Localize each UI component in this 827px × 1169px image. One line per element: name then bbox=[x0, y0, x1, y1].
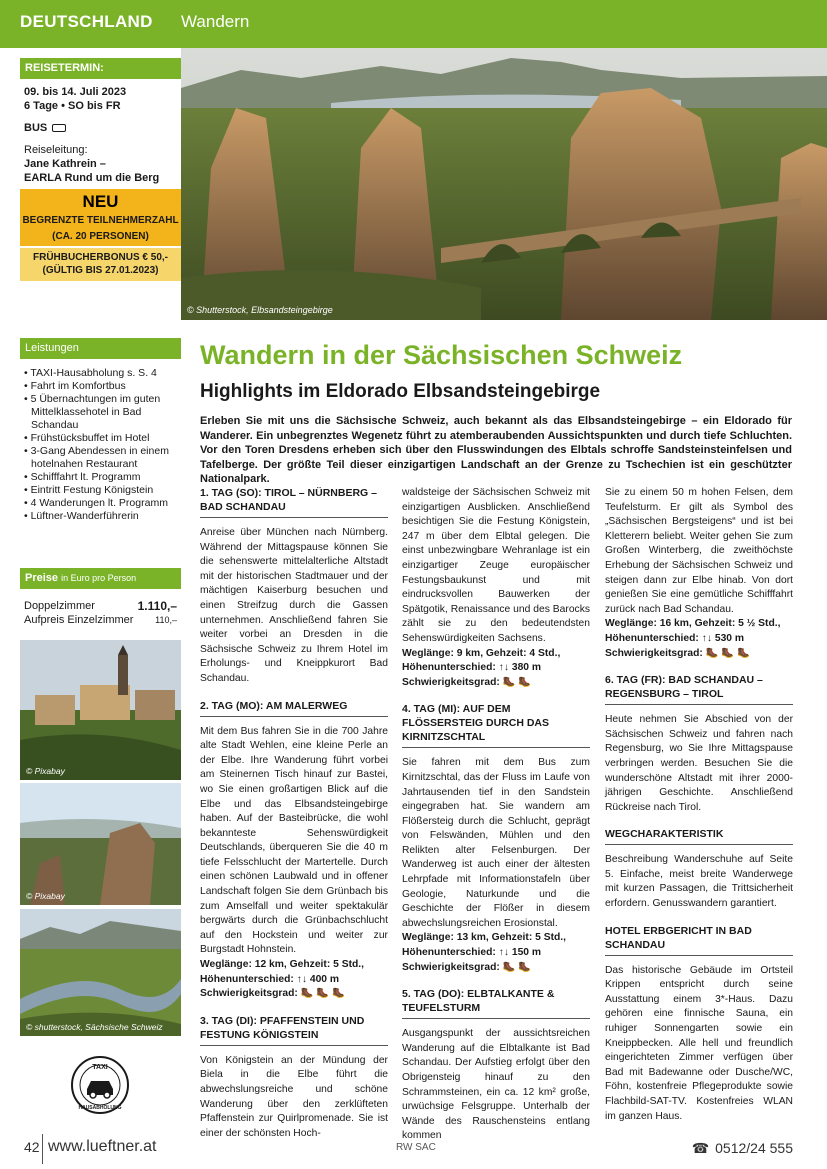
list-item: • Fahrt im Komfortbus bbox=[24, 380, 126, 392]
bus-icon bbox=[52, 124, 66, 132]
travel-info-panel bbox=[20, 58, 181, 281]
town-photo bbox=[20, 640, 181, 780]
list-item: • Frühstücksbuffet im Hotel bbox=[24, 432, 150, 444]
column-2 bbox=[402, 486, 590, 1144]
day4-facts bbox=[402, 931, 590, 975]
double-room-row bbox=[20, 599, 181, 613]
day5-difficulty: Schwierigkeitsgrad: 🥾 🥾 🥾 bbox=[605, 647, 750, 659]
single-room-price: 110,– bbox=[155, 615, 177, 625]
reisetermin-label: REISETERMIN: bbox=[20, 58, 181, 79]
page-footer bbox=[0, 1130, 827, 1169]
section-label: Wandern bbox=[181, 12, 250, 31]
taxi-badge-top: TAXI bbox=[92, 1064, 108, 1071]
column-1 bbox=[200, 486, 388, 1141]
day5-text-part2: Sie zu einem 50 m hohen Felsen, dem Teufelsturm. Er gilt als Symbol des „Sächsischen Bergsteigens“ und ist bei Kletterern beliebt. Weiter gehen Sie zum Großen Winterberg, die zweithöchste Erhebung der Sächsischen Schweiz und steigen dann zur Elbe hinab. Von dort genießen Sie eine gemütliche Schifffahrt zurück nach Bad Schandau. bbox=[605, 487, 793, 615]
hero-image bbox=[181, 48, 827, 320]
day2-difficulty: Schwierigkeitsgrad: 🥾 🥾 🥾 bbox=[200, 988, 345, 1000]
thumb-credit-3: © shutterstock, Sächsische Schweiz bbox=[26, 1022, 163, 1032]
thumb-credit-2: © Pixabay bbox=[26, 891, 65, 901]
day5-title: 5. TAG (DO): ELBTALKANTE & TEUFELSTURM bbox=[402, 987, 590, 1019]
website-link[interactable]: www.lueftner.at bbox=[48, 1138, 157, 1155]
page-number: 42 bbox=[24, 1139, 40, 1155]
transport-label: BUS bbox=[24, 122, 48, 134]
list-item: • Eintritt Festung Königstein bbox=[24, 484, 154, 496]
page-title: Wandern in der Sächsischen Schweiz bbox=[200, 340, 683, 370]
river-photo bbox=[20, 909, 181, 1036]
phone-icon: ☎ bbox=[691, 1140, 710, 1156]
leitung-label: Reiseleitung: bbox=[24, 144, 88, 156]
hero-credit: © Shutterstock, Elbsandsteingebirge bbox=[187, 305, 333, 315]
day2-distance: Weglänge: 12 km, Gehzeit: 5 Std., bbox=[200, 959, 365, 971]
list-item: • 4 Wanderungen lt. Programm bbox=[24, 497, 168, 509]
travel-dates: 09. bis 14. Juli 2023 bbox=[24, 86, 127, 98]
trip-code: RW SAC bbox=[396, 1142, 436, 1153]
leitung-name: Jane Kathrein – bbox=[24, 158, 106, 170]
day3-distance: Weglänge: 9 km, Gehzeit: 4 Std., bbox=[402, 647, 561, 659]
hotel-text: Das historische Gebäude im Ortsteil Krippen entspricht durch seine Ausstattung einem 3*-Haus. Dazu gehören eine finnische Sauna, ein ruhiger Sonnengarten sowie ein Kneippbecken. Alle hell und freundlich eingerichteten Zimmer verfügen über Bad mit Badewanne oder Dusche/WC, Föhn, kostenfreie Pflegeprodukte sowie Flachbild-SAT-TV. Kostenfreies WLAN im ganzen Haus. bbox=[605, 964, 793, 1122]
rocks-photo bbox=[20, 783, 181, 905]
day5-text-part1: Ausgangspunkt der aussichtsreichen Wanderung auf die Elbtalkante ist Bad Schandau. Der Aufstieg erfolgt über den Obrigensteig hinauf zu den Schrammsteinen, ein ca. 12 km² große, urwüchsige Felsgruppe. Unterhalb der Wände des Rauschensteins entlang kommen bbox=[402, 1028, 590, 1142]
day3-elevation: Höhenunterschied: ↑↓ 380 m bbox=[402, 662, 542, 674]
thumb-credit-1: © Pixabay bbox=[26, 766, 65, 776]
participants-count: (CA. 20 PERSONEN) bbox=[52, 230, 149, 242]
day2-title: 2. TAG (MO): AM MALERWEG bbox=[200, 699, 388, 717]
leitung-org: EARLA Rund um die Berg bbox=[24, 172, 160, 184]
list-item: • 3-Gang Abendessen in einem hotelnahen Restaurant bbox=[24, 445, 169, 470]
single-room-label: Aufpreis Einzelzimmer bbox=[24, 614, 134, 626]
prices-header bbox=[20, 568, 181, 589]
prices-panel bbox=[20, 568, 181, 627]
hotel-title: HOTEL ERBGERICHT IN BAD SCHANDAU bbox=[605, 924, 793, 956]
prices-sublabel: in Euro pro Person bbox=[61, 573, 137, 583]
list-item: • Schifffahrt lt. Programm bbox=[24, 471, 141, 483]
early-bird-bonus bbox=[20, 248, 181, 281]
day1-title: 1. TAG (SO): TIROL – NÜRNBERG – BAD SCHANDAU bbox=[200, 486, 388, 518]
day3-facts bbox=[402, 647, 590, 691]
single-room-row bbox=[20, 613, 181, 627]
page-subtitle: Highlights im Eldorado Elbsandsteingebirge bbox=[200, 381, 601, 402]
limited-participants: BEGRENZTE TEILNEHMERZAHL bbox=[22, 215, 179, 226]
column-3 bbox=[605, 486, 793, 1124]
footer-divider bbox=[42, 1134, 43, 1164]
day4-distance: Weglänge: 13 km, Gehzeit: 5 Std., bbox=[402, 932, 567, 944]
day3-text-part1: Von Königstein an der Mündung der Biela in die Elbe führt die abwechslungsreiche und schöne Wanderung über den zerklüfteten Pfaffenstein zur Quirlpromenade. Sie ist einer der schönsten Hoch- bbox=[200, 1054, 388, 1139]
new-label: NEU bbox=[82, 192, 119, 211]
list-item: • 5 Übernachtungen im guten Mittelklassehotel in Bad Schandau bbox=[24, 393, 161, 431]
day2-text: Mit dem Bus fahren Sie in die 700 Jahre alte Stadt Wehlen, eine kleine Perle an der Elbe. Ihre Wanderung führt vorbei am Steinernen Tisch hinauf zur Bastei, wo Sie einen großartigen Blick auf die Elbe und das Elbsandsteingebirge haben. Auf der Basteibrücke, die wohl bekannteste Sehenswürdigkeit Deutschlands, überqueren Sie die 40 m tiefe Felsschlucht der Martertelle. Durch einen schönen Laubwald und in offener Landschaft folgen Sie dem Grünbach bis zum Amselfall und weiter spektakulär bergwärts durch die Grünbachschlucht auf den Hockstein und weiter zur Burgstadt Hohnstein. bbox=[200, 725, 388, 956]
double-room-price: 1.110,– bbox=[137, 599, 177, 613]
day1-text: Anreise über München nach Nürnberg. Während der Mittagspause können Sie die sehenswerte mittelalterliche Altstadt mit der historischen Stadtmauer und der mächtigen Kaiserburg besuchen und einen Streifzug durch die Gassen unternehmen. Anschließend fahren Sie weiter vorbei an Dresden in die Sächsische Schweiz zu Ihrem Hotel im Erholungs- und Kneippkurort Bad Schandau. bbox=[200, 527, 388, 684]
services-list bbox=[20, 359, 181, 523]
list-item: • Lüftner-Wanderführerin bbox=[24, 510, 139, 522]
day4-title: 4. TAG (MI): AUF DEM FLÖSSERSTEIG DURCH DAS KIRNITZSCHTAL bbox=[402, 702, 590, 748]
early-bird-line2: (GÜLTIG BIS 27.01.2023) bbox=[42, 264, 159, 276]
double-room-label: Doppelzimmer bbox=[24, 600, 95, 612]
taxi-badge-bottom: HAUSABHOLUNG bbox=[78, 1105, 122, 1111]
day2-elevation: Höhenunterschied: ↑↓ 400 m bbox=[200, 973, 340, 985]
prices-label: Preise bbox=[25, 572, 59, 584]
day5-elevation: Höhenunterschied: ↑↓ 530 m bbox=[605, 632, 745, 644]
phone-number: ☎ 0512/24 555 bbox=[691, 1140, 793, 1156]
day4-difficulty: Schwierigkeitsgrad: 🥾 🥾 bbox=[402, 961, 532, 973]
taxi-pickup-badge bbox=[70, 1055, 130, 1115]
day4-text: Sie fahren mit dem Bus zum Kirnitzschtal, das der Fluss im Laufe von Jahrtausenden tief in den Sandstein eingegraben hat. Sie wandern am Flößersteig durch die Schlucht, geprägt von Felswänden, Mühlen und den Relikten alter Felsenburgen. Der Wanderweg ist auch einer der ältesten Lehrpfade mit Informationstafeln über Geologie, Naturkunde und die Geschichte der Flößer in diesem abwechslungsreichen Erosionstal. bbox=[402, 757, 590, 929]
day5-distance: Weglänge: 16 km, Gehzeit: 5 ½ Std., bbox=[605, 618, 781, 630]
intro-text: Erleben Sie mit uns die Sächsische Schweiz, auch bekannt als das Elbsandsteingebirge – ein Eldorado für Wanderer. Ein unbegrenztes Wegenetz führt zu atemberaubenden Aussichtspunkten und durch tiefe Schluchten. Vor den Toren Dresdens erheben sich über den Flusswindungen des Elbtals schroffe Sandsteinsteinfelsen und Tafelberge. Der größte Teil dieser einzigartigen Landschaft an der Grenze zu Tschechien ist ein geschützter Nationalpark. bbox=[200, 415, 792, 485]
header-bar bbox=[0, 0, 827, 48]
day3-text-part2: waldsteige der Sächsischen Schweiz mit einzigartigen Ausblicken. Anschließend besichtigen Sie die Festung Königstein, 247 m über dem Elbtal gelegen. Die einst unbezwingbare Wehranlage ist ein einzigartiger Zeuge europäischer Festungsbaukunst und mit eindrucksvollen Bauwerken der Spätgotik, Renaissance und des Barocks zählt sie zu den bedeutendsten Sehenswürdigkeiten Sachsens. bbox=[402, 487, 590, 644]
day5-facts bbox=[605, 617, 793, 661]
services-panel bbox=[20, 338, 181, 523]
travel-duration: 6 Tage • SO bis FR bbox=[24, 100, 121, 112]
early-bird-line1: FRÜHBUCHERBONUS € 50,- bbox=[32, 252, 168, 263]
services-label: Leistungen bbox=[20, 338, 181, 359]
day4-elevation: Höhenunterschied: ↑↓ 150 m bbox=[402, 947, 542, 959]
day6-title: 6. TAG (FR): BAD SCHANDAU – REGENSBURG – TIROL bbox=[605, 673, 793, 705]
new-badge bbox=[20, 189, 181, 246]
route-character-text: Beschreibung Wanderschuhe auf Seite 5. Einfache, meist breite Wanderwege mit kurzen Passagen, die Trittsicherheit erfordern. Genusswandern garantiert. bbox=[605, 854, 793, 910]
day2-facts bbox=[200, 958, 388, 1002]
day6-text: Heute nehmen Sie Abschied von der Sächsischen Schweiz und fahren nach Regensburg, wo Sie Ihre Mittagspause verbringen werden. Besuchen Sie die wunderschöne Altstadt mit ihrer 2000-jährigen Geschichte. Anschließend Rückreise nach Tirol. bbox=[605, 714, 793, 813]
country-label: DEUTSCHLAND bbox=[20, 12, 153, 31]
route-character-title: WEGCHARAKTERISTIK bbox=[605, 827, 793, 845]
day3-title: 3. TAG (DI): PFAFFENSTEIN UND FESTUNG KÖNIGSTEIN bbox=[200, 1014, 388, 1046]
list-item: • TAXI-Hausabholung s. S. 4 bbox=[24, 367, 157, 379]
day3-difficulty: Schwierigkeitsgrad: 🥾 🥾 bbox=[402, 676, 532, 688]
